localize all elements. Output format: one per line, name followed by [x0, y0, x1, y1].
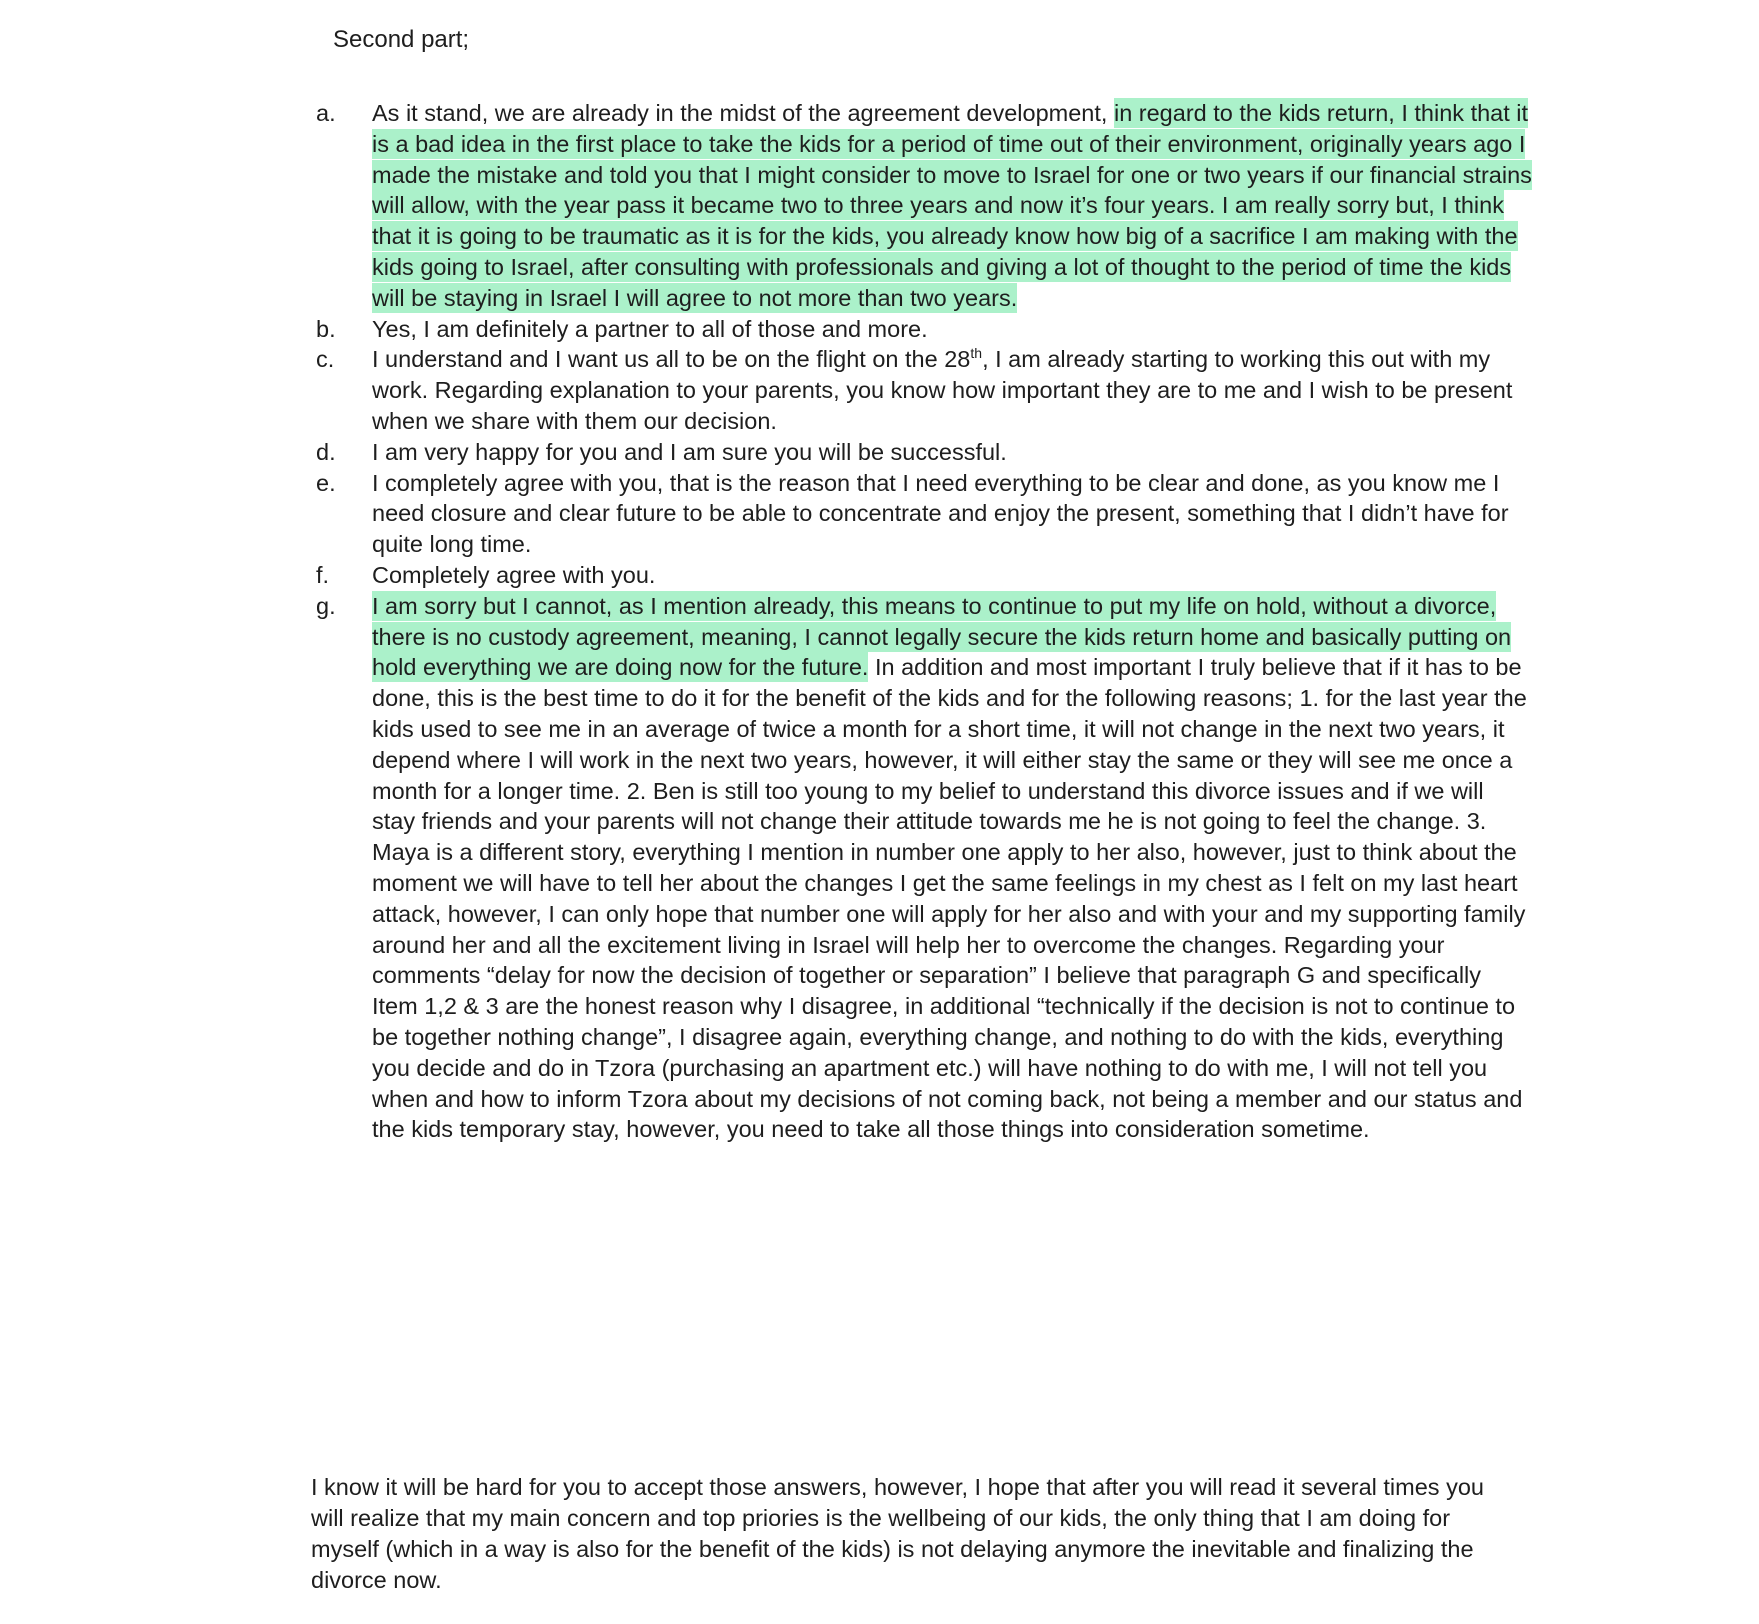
list-marker: d.: [316, 438, 336, 465]
list-item-a: [316, 98, 1532, 314]
highlighted-text: I am sorry but I cannot, as I mention already, this means to continue to put my life on hold, without a divorce, there is no custody agreement, meaning, I cannot legally secure the kids return home and basically putting on hold everything we are doing now for the future.: [372, 592, 1512, 681]
list-item-g: [316, 591, 1532, 1145]
item-text: Completely agree with you.: [372, 561, 656, 588]
list-marker: c.: [316, 346, 335, 373]
answers-list: [316, 98, 1532, 1145]
list-marker: b.: [316, 315, 336, 342]
item-text: Yes, I am definitely a partner to all of those and more.: [372, 315, 928, 342]
item-text: I am very happy for you and I am sure you will be successful.: [372, 438, 1007, 465]
item-text: I completely agree with you, that is the reason that I need everything to be clear and done, as you know me I need closure and clear future to be able to concentrate and enjoy the present, something that I didn’t have for quite long time.: [372, 469, 1509, 558]
list-item-b: [316, 314, 1532, 345]
item-text: As it stand, we are already in the midst of the agreement development,: [372, 100, 1114, 126]
item-text: I understand and I want us all to be on the flight on the 28: [372, 346, 971, 373]
item-text-continued: , I am already starting to working this out with my work. Regarding explanation to your parents, you know how important they are to me and I wish to be present when we share with them our decision.: [372, 346, 1513, 434]
list-marker: f.: [316, 561, 330, 588]
list-marker: a.: [316, 100, 336, 126]
list-item-e: [316, 468, 1532, 560]
list-item-c: [316, 344, 1532, 436]
list-marker: e.: [316, 469, 336, 496]
list-item-f: [316, 560, 1532, 591]
highlighted-text: in regard to the kids return, I think that it is a bad idea in the first place to take the kids for a period of time out of their environment, originally years ago I made the mistake and told you that I might consider to move to Israel for one or two years if our financial strains will allow, with the year pass it became two to three years and now it’s four years. I am really sorry but, I think that it is going to be traumatic as it is for the kids, you already know how big of a sacrifice I am making with the kids going to Israel, after consulting with professionals and giving a lot of thought to the period of time the kids will be staying in Israel I will agree to not more than two years.: [372, 100, 1532, 311]
section-heading: Second part;: [333, 26, 470, 53]
ordinal-superscript: th: [970, 345, 983, 362]
item-text: In addition and most important I truly believe that if it has to be done, this is the best time to do it for the benefit of the kids and for the following reasons; 1. for the last year the kids used to see me in an average of twice a month for a short time, it will not change in the next two years, it depend where I will work in the next two years, however, it will either stay the same or they will see me once a month for a longer time. 2. Ben is still too young to my belief to understand this divorce issues and if we will stay friends and your parents will not change their attitude towards me he is not going to feel the change. 3. Maya is a different story, everything I mention in number one apply to her also, however, just to think about the moment we will have to tell her about the changes I get the same feelings in my chest as I felt on my last heart attack, however, I can only hope that number one will apply for her also and with your and my supporting family around her and all the excitement living in Israel will help her to overcome the changes. Regarding your comments “delay for now the decision of together or separation” I believe that paragraph G and specifically Item 1,2 & 3 are the honest reason why I disagree, in additional “technically if the decision is not to continue to be together nothing change”, I disagree again, everything change, and nothing to do with the kids, everything you decide and do in Tzora (purchasing an apartment etc.) will have nothing to do with me, I will not tell you when and how to inform Tzora about my decisions of not coming back, not being a member and our status and the kids temporary stay, however, you need to take all those things into consideration sometime.: [372, 654, 1527, 1143]
list-item-d: [316, 437, 1532, 468]
closing-paragraph: I know it will be hard for you to accept those answers, however, I hope that after you will read it several times you will realize that my main concern and top priories is the wellbeing of our kids, the only thing that I am doing for myself (which in a way is also for the benefit of the kids) is not delaying anymore the inevitable and finalizing the divorce now.: [311, 1474, 1484, 1593]
list-marker: g.: [316, 592, 336, 619]
